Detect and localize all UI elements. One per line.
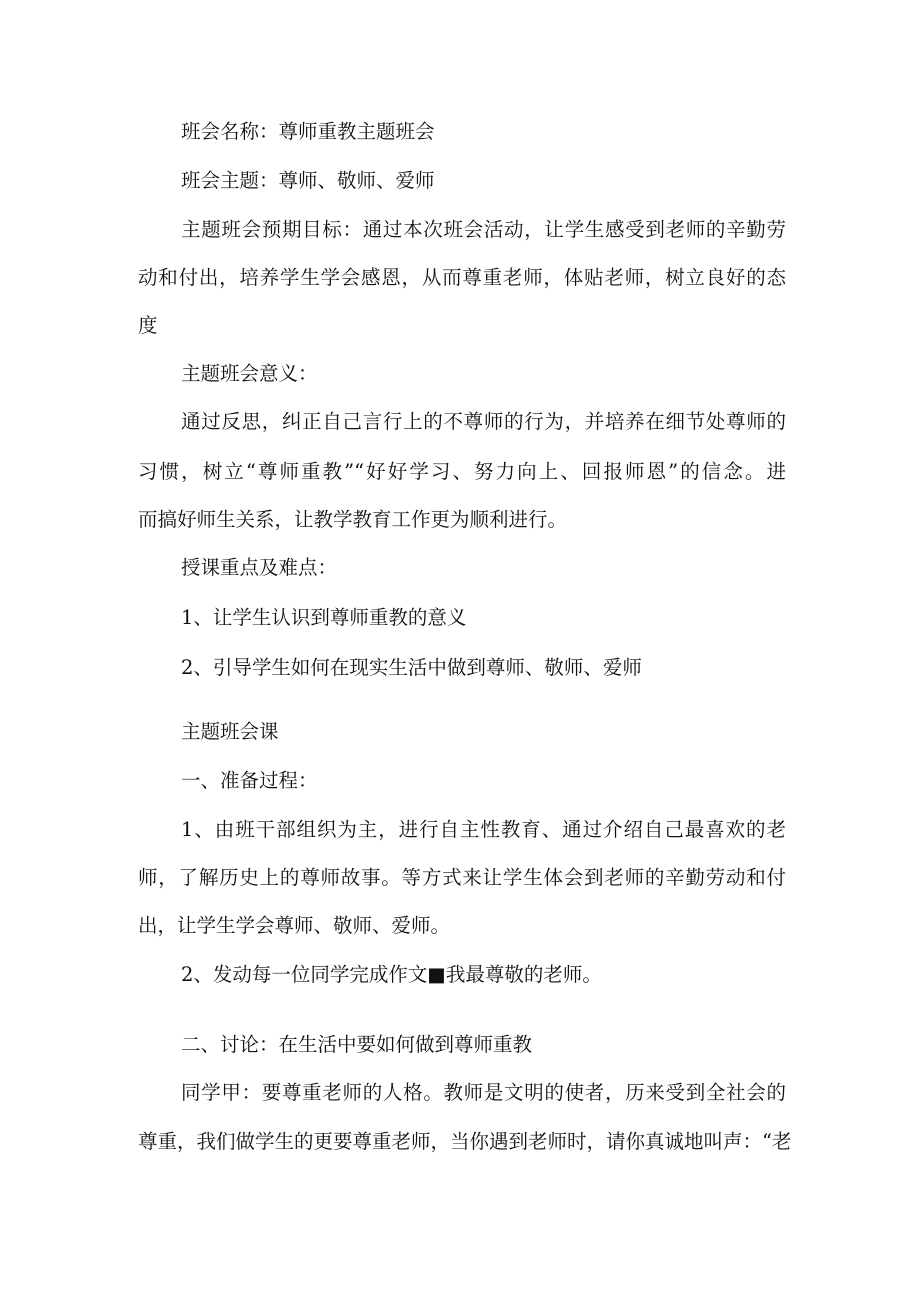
prep-item-2: 2、发动每一位同学完成作文■我最尊敬的老师。 (181, 963, 602, 986)
prep-item-1-line-1: 1、由班干部组织为主，进行自主性教育、通过介绍自己最喜欢的老 (181, 818, 786, 841)
key-heading: 授课重点及难点： (181, 556, 338, 579)
prep-item-1-line-2: 师，了解历史上的尊师故事。等方式来让学生体会到老师的辛勤劳动和付 (138, 866, 786, 889)
student-a-line-1: 同学甲：要尊重老师的人格。教师是文明的使者，历来受到全社会的 (181, 1081, 786, 1104)
prep-heading: 一、准备过程： (181, 769, 318, 792)
meaning-line-1: 通过反思，纠正自己言行上的不尊师的行为，并培养在细节处尊师的 (181, 410, 786, 433)
meaning-line-2: 习惯，树立“尊师重教”“好好学习、努力向上、回报师恩”的信念。进 (138, 460, 786, 483)
prep-item-1-line-3: 出，让学生学会尊师、敬师、爱师。 (138, 914, 451, 937)
student-a-line-2: 尊重，我们做学生的更要尊重老师，当你遇到老师时，请你真诚地叫声：“老 (138, 1130, 792, 1153)
meeting-theme: 班会主题：尊师、敬师、爱师 (181, 169, 435, 192)
goal-line-3: 度 (138, 314, 158, 337)
meeting-name: 班会名称：尊师重教主题班会 (181, 120, 435, 143)
key-item-2: 2、引导学生如何在现实生活中做到尊师、敬师、爱师 (181, 656, 642, 679)
meaning-line-3: 而搞好师生关系，让教学教育工作更为顺利进行。 (138, 508, 568, 531)
goal-line-2: 动和付出，培养学生学会感恩，从而尊重老师，体贴老师，树立良好的态 (138, 266, 786, 289)
goal-line-1: 主题班会预期目标：通过本次班会活动，让学生感受到老师的辛勤劳 (181, 218, 786, 241)
key-item-1: 1、让学生认识到尊师重教的意义 (181, 606, 467, 629)
discuss-heading: 二、讨论：在生活中要如何做到尊师重教 (181, 1033, 533, 1056)
course-heading: 主题班会课 (181, 720, 279, 743)
meaning-heading: 主题班会意义： (181, 362, 318, 385)
